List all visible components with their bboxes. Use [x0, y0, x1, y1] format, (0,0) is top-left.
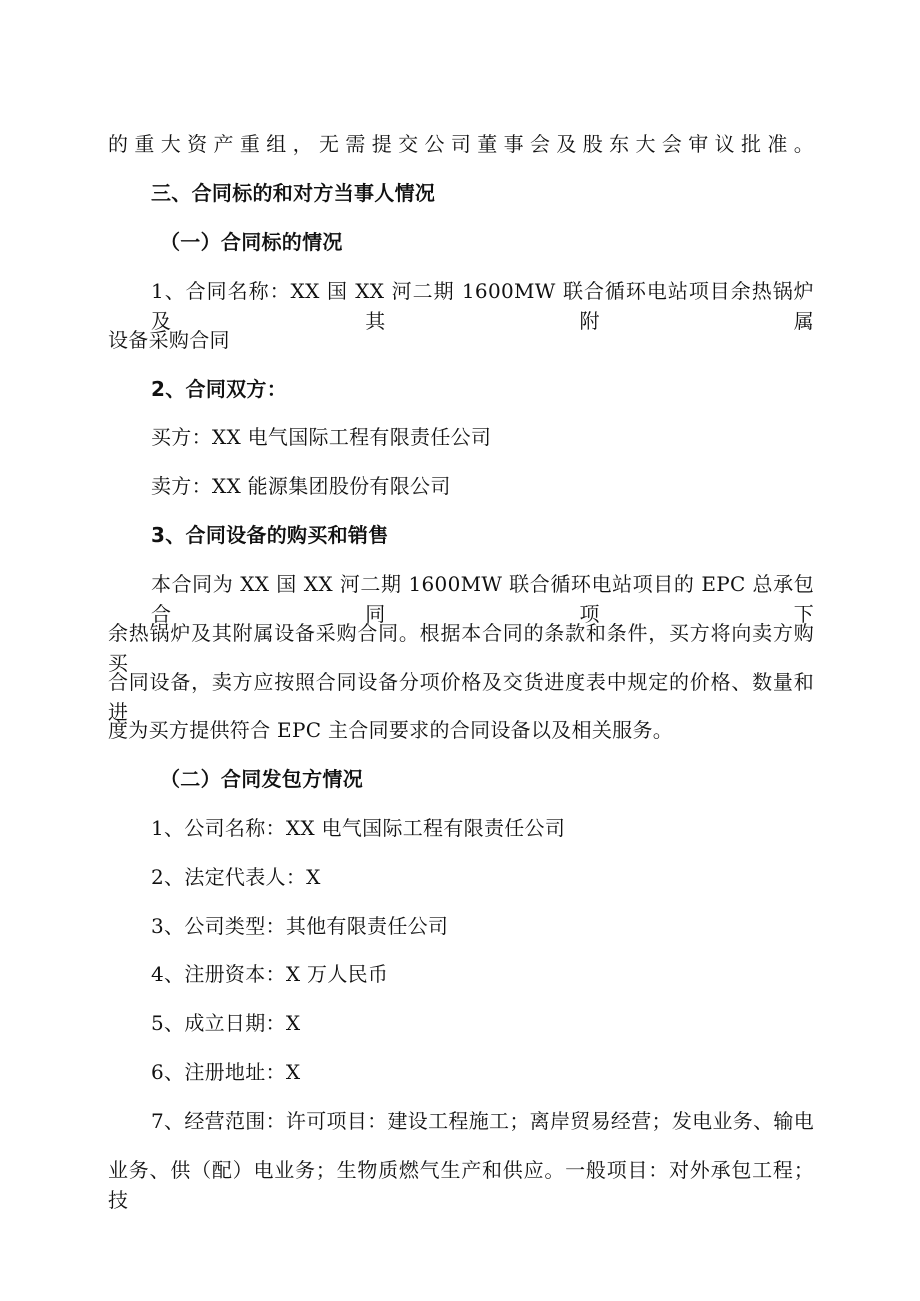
business-scope-line1: 7、经营范围：许可项目：建设工程施工；离岸贸易经营；发电业务、输电: [151, 1109, 814, 1133]
reg-capital-line: 4、注册资本：X 万人民币: [151, 962, 389, 986]
purchase-para-line4: 度为买方提供符合 EPC 主合同要求的合同设备以及相关服务。: [108, 718, 674, 742]
contract-name-line2: 设备采购合同: [108, 328, 230, 352]
contract-name-line1: 1、合同名称：XX 国 XX 河二期 1600MW 联合循环电站项目余热锅炉及其附属: [151, 279, 814, 333]
purchase-para-line3: 合同设备，卖方应按照合同设备分项价格及交货进度表中规定的价格、数量和进: [108, 670, 814, 724]
reg-address-line: 6、注册地址：X: [151, 1060, 301, 1084]
subsection1-heading: （一）合同标的情况: [160, 230, 343, 254]
purchase-para-line1: 本合同为 XX 国 XX 河二期 1600MW 联合循环电站项目的 EPC 总承包合同项下: [151, 572, 814, 626]
intro-tail-line: 的重大资产重组，无需提交公司董事会及股东大会审议批准。: [108, 132, 814, 156]
est-date-line: 5、成立日期：X: [151, 1011, 301, 1035]
legal-rep-line: 2、法定代表人：X: [151, 865, 321, 889]
company-name-line: 1、公司名称：XX 电气国际工程有限责任公司: [151, 816, 566, 840]
company-type-line: 3、公司类型：其他有限责任公司: [151, 914, 449, 938]
parties-heading: 2、合同双方：: [151, 377, 288, 401]
business-scope-line2: 业务、供（配）电业务；生物质燃气生产和供应。一般项目：对外承包工程；技: [108, 1158, 814, 1212]
purchase-sale-heading: 3、合同设备的购买和销售: [151, 523, 389, 547]
subsection2-heading: （二）合同发包方情况: [160, 767, 363, 791]
seller-line: 卖方：XX 能源集团股份有限公司: [151, 474, 451, 498]
purchase-para-line2: 余热锅炉及其附属设备采购合同。根据本合同的条款和条件，买方将向卖方购买: [108, 621, 814, 675]
buyer-line: 买方：XX 电气国际工程有限责任公司: [151, 425, 492, 449]
section3-heading: 三、合同标的和对方当事人情况: [151, 181, 436, 205]
